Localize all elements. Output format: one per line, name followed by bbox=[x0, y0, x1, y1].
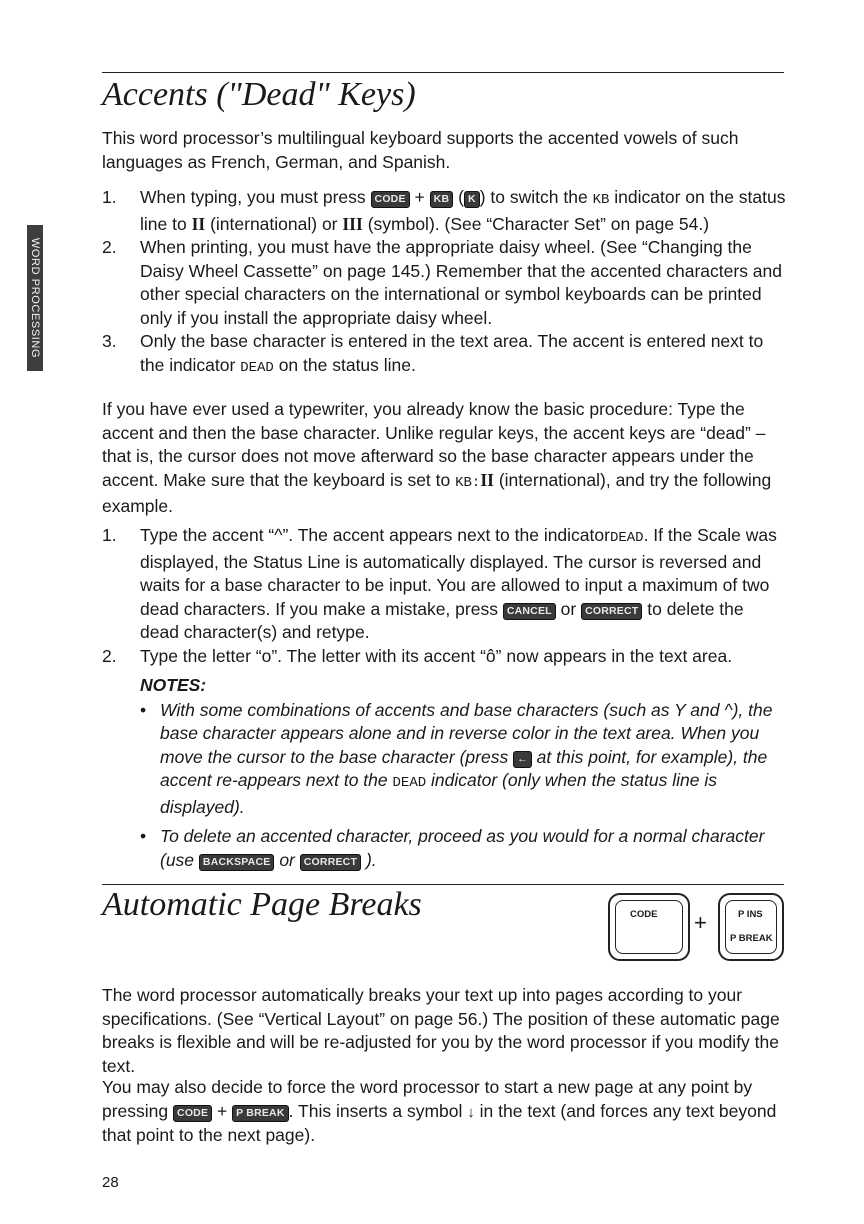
accent-steps-list bbox=[102, 186, 786, 380]
notes-block bbox=[140, 674, 786, 878]
correct-key: CORRECT bbox=[300, 854, 361, 871]
note-item: • With some combinations of accents and base characters (such as Y and ^), the base character appears alone and in reverse color in the text area. When you move the cursor to the base character (press ← at this point, for example), the accent re-appears next to the DEAD indicator (only when the status line is displayed). bbox=[140, 699, 773, 817]
code-key: CODE bbox=[173, 1105, 212, 1122]
left-arrow-key: ← bbox=[513, 751, 532, 768]
sidebar-tab bbox=[27, 225, 43, 371]
procedure-paragraph: If you have ever used a typewriter, you already know the basic procedure: Type the accent and then the base character. Unlike regular keys, the accent keys are “dead” – that is, the cursor does not move afterward so the base character appears under the accent. Make sure that the keyboard is set to KB:II (international), and try the following example. bbox=[102, 399, 772, 516]
cancel-key: CANCEL bbox=[503, 603, 556, 620]
section-rule bbox=[102, 72, 784, 73]
plus-sign: + bbox=[694, 910, 707, 935]
notes-title: NOTES: bbox=[140, 675, 207, 695]
list-item: 2. When printing, you must have the appropriate daisy wheel. (See “Changing the Daisy Wheel Cassette” on page 145.) Remember that the accented characters and other special characters on the international or symbol keyboards can be printed only if you install the appropriate daisy wheel. bbox=[102, 237, 783, 328]
note-item: • To delete an accented character, proceed as you would for a normal character (use BACKSPACE or CORRECT ). bbox=[140, 826, 765, 870]
kb-key: KB bbox=[430, 191, 454, 208]
section-title-page-breaks: Automatic Page Breaks bbox=[102, 886, 422, 923]
list-item: 1. Type the accent “^”. The accent appears next to the indicatorDEAD. If the Scale was displayed, the Status Line is automatically displayed. The cursor is reversed and waits for a base character to be input. You are allowed to input a maximum of two dead characters. If you make a mistake, press CANCEL or CORRECT to delete the dead character(s) and retype. bbox=[102, 525, 777, 642]
list-item: 3. Only the base character is entered in the text area. The accent is entered next to the indicator DEAD on the status line. bbox=[102, 331, 764, 376]
page-number: 28 bbox=[102, 1174, 119, 1191]
section-rule bbox=[102, 884, 784, 885]
backspace-key: BACKSPACE bbox=[199, 854, 275, 871]
k-key: K bbox=[464, 191, 480, 208]
pbreak-key: P BREAK bbox=[232, 1105, 288, 1122]
page-breaks-paragraph: The word processor automatically breaks your text up into pages according to your specifications. (See “Vertical Layout” on page 56.) The position of these automatic page breaks is flexible and will be re-adjusted for you by the word processor if you modify the text. bbox=[102, 985, 780, 1076]
page-break-symbol-icon: ↓ bbox=[467, 1103, 475, 1121]
example-steps-list bbox=[102, 524, 786, 668]
pbreak-key-illustration: P INS P BREAK bbox=[718, 893, 784, 961]
list-item: 2. Type the letter “o”. The letter with its accent “ô” now appears in the text area. bbox=[102, 645, 733, 666]
section-title-accents: Accents ("Dead" Keys) bbox=[102, 76, 416, 113]
list-item: 1. When typing, you must press CODE + KB ( K ) to switch the KB indicator on the status line to II (international) or III (symbol). (See “Character Set” on page 54.) bbox=[102, 187, 786, 234]
code-key: CODE bbox=[371, 191, 410, 208]
correct-key: CORRECT bbox=[581, 603, 642, 620]
intro-paragraph: This word processor’s multilingual keyboard supports the accented vowels of such languages as French, German, and Spanish. bbox=[102, 128, 739, 172]
code-key-illustration: CODE bbox=[608, 893, 690, 961]
force-break-paragraph: You may also decide to force the word processor to start a new page at any point by pressing CODE + P BREAK . This inserts a symbol ↓ in the text (and forces any text beyond that point to the next page). bbox=[102, 1077, 777, 1145]
sidebar-label: WORD PROCESSING bbox=[29, 237, 41, 359]
